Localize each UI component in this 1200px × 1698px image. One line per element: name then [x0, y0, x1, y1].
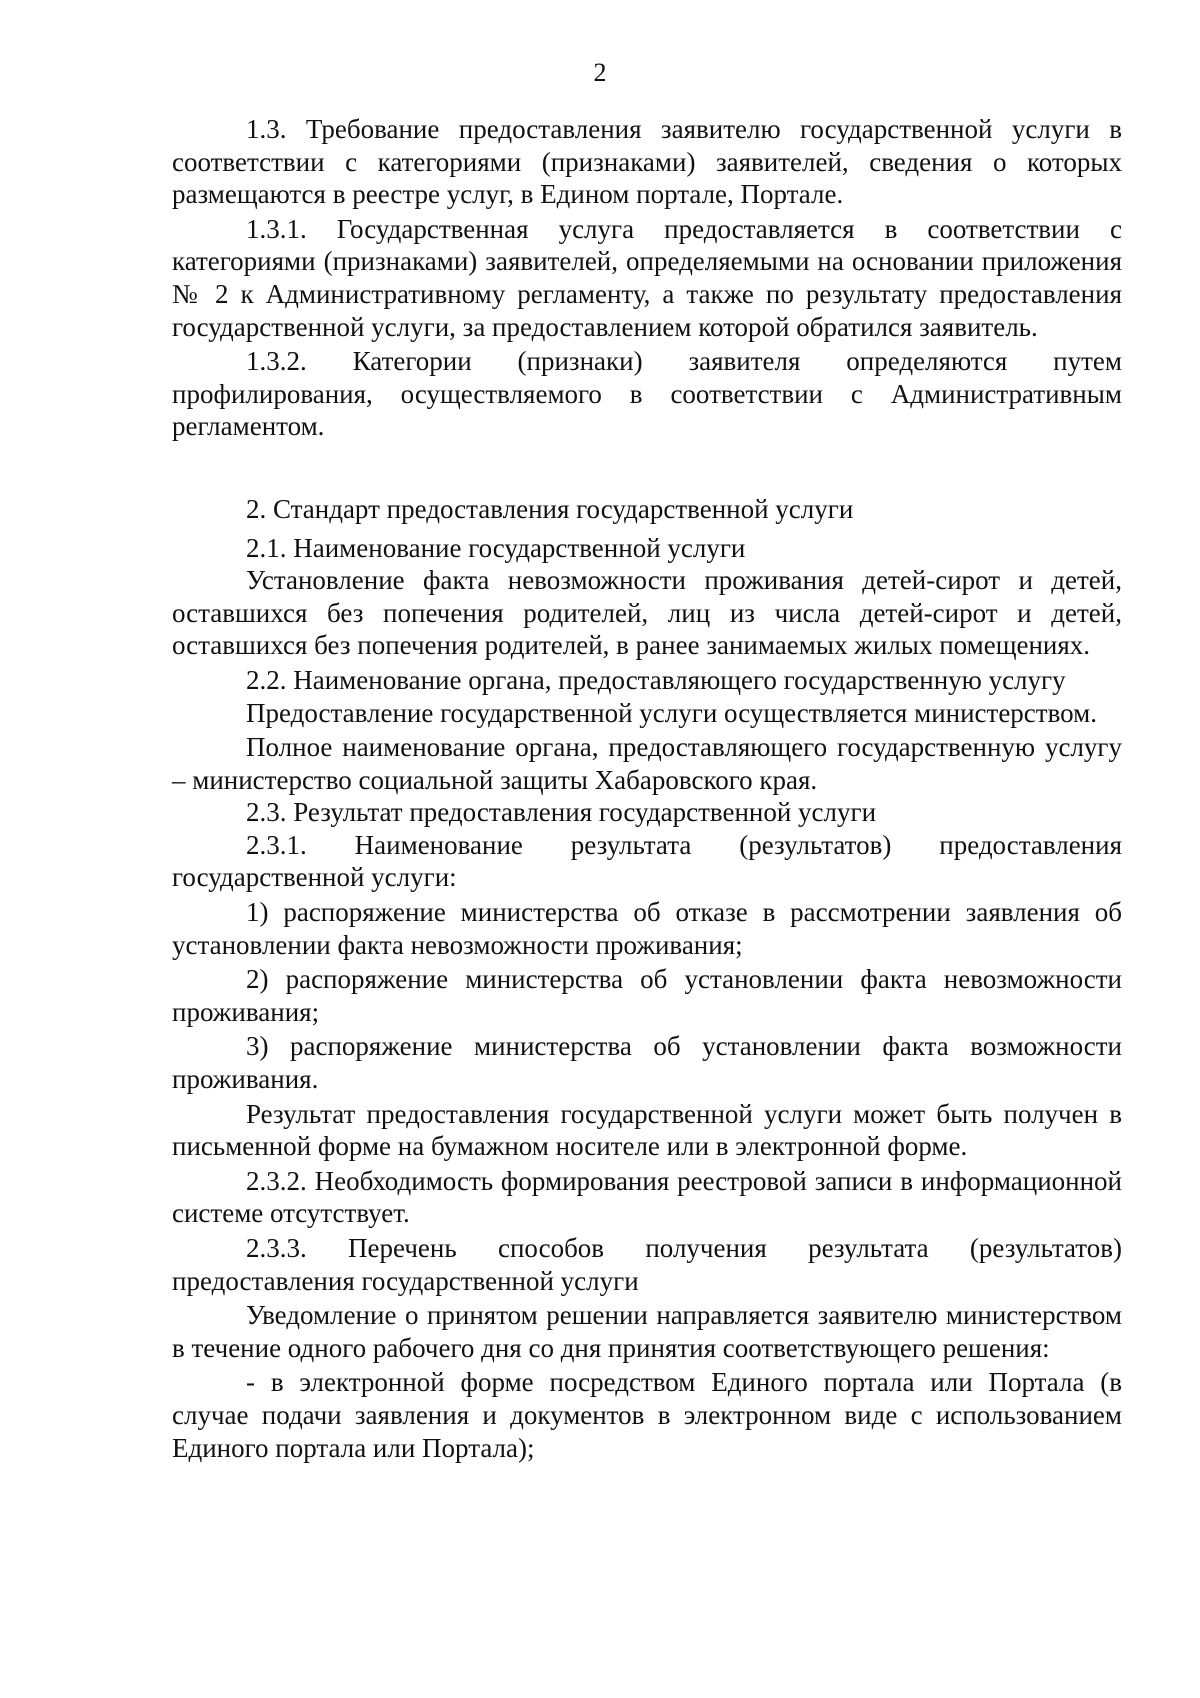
- list-item-1: 1) распоряжение министерства об отказе в рассмотрении заявления об установлении факта невозможности проживания;: [172, 897, 1122, 960]
- document-body: [172, 113, 1122, 1464]
- list-item-3: 3) распоряжение министерства об установлении факта возможности проживания.: [172, 1031, 1122, 1095]
- paragraph-result-forms: Результат предоставления государственной услуги может быть получен в письменной форме на бумажном носителе или в электронной форме.: [172, 1098, 1122, 1162]
- paragraph-1-3: 1.3. Требование предоставления заявителю государственной услуги в соответствии с категориями (признаками) заявителей, сведения о которых размещаются в реестре услуг, в Едином портале, Портале.: [172, 114, 1122, 210]
- paragraph-notification: Уведомление о принятом решении направляется заявителю министерством в течение одного рабочего дня со дня принятия соответствующего решения:: [172, 1300, 1122, 1363]
- list-item-2: 2) распоряжение министерства об установлении факта невозможности проживания;: [172, 964, 1122, 1027]
- subheading-2-1: 2.1. Наименование государственной услуги: [246, 532, 746, 563]
- list-item-electronic-form: - в электронной форме посредством Единого портала или Портала (в случае подачи заявления и документов в электронном виде с использованием Единого портала или Портала);: [172, 1367, 1122, 1463]
- page-number: 2: [593, 58, 607, 87]
- paragraph-2-3-1: 2.3.1. Наименование результата (результатов) предоставления государственной услуги:: [172, 829, 1122, 893]
- paragraph-service-name: Установление факта невозможности проживания детей-сирот и детей, оставшихся без попечения родителей, лиц из числа детей-сирот и детей, оставшихся без попечения родителей, в ранее занимаемых жилых помещениях.: [172, 565, 1122, 661]
- section-heading-2: 2. Стандарт предоставления государственной услуги: [246, 493, 854, 524]
- paragraph-2-3-3: 2.3.3. Перечень способов получения результата (результатов) предоставления государственной услуги: [172, 1233, 1122, 1296]
- subheading-2-2: 2.2. Наименование органа, предоставляющего государственную услугу: [246, 664, 1066, 695]
- paragraph-full-agency-name: Полное наименование органа, предоставляющего государственную услугу – министерство социальной защиты Хабаровского края.: [172, 732, 1122, 795]
- paragraph-1-3-2: 1.3.2. Категории (признаки) заявителя определяются путем профилирования, осуществляемого в соответствии с Административным регламентом.: [172, 346, 1122, 442]
- paragraph-1-3-1: 1.3.1. Государственная услуга предоставляется в соответствии с категориями (признаками) заявителей, определяемыми на основании приложения № 2 к Административному регламенту, а также по результату предоставления государственной услуги, за предоставлением которой обратился заявитель.: [172, 213, 1122, 342]
- subheading-2-3: 2.3. Результат предоставления государственной услуги: [246, 797, 877, 828]
- paragraph-service-provider: Предоставление государственной услуги осуществляется министерством.: [246, 697, 1097, 728]
- paragraph-2-3-2: 2.3.2. Необходимость формирования реестровой записи в информационной системе отсутствует.: [172, 1165, 1122, 1229]
